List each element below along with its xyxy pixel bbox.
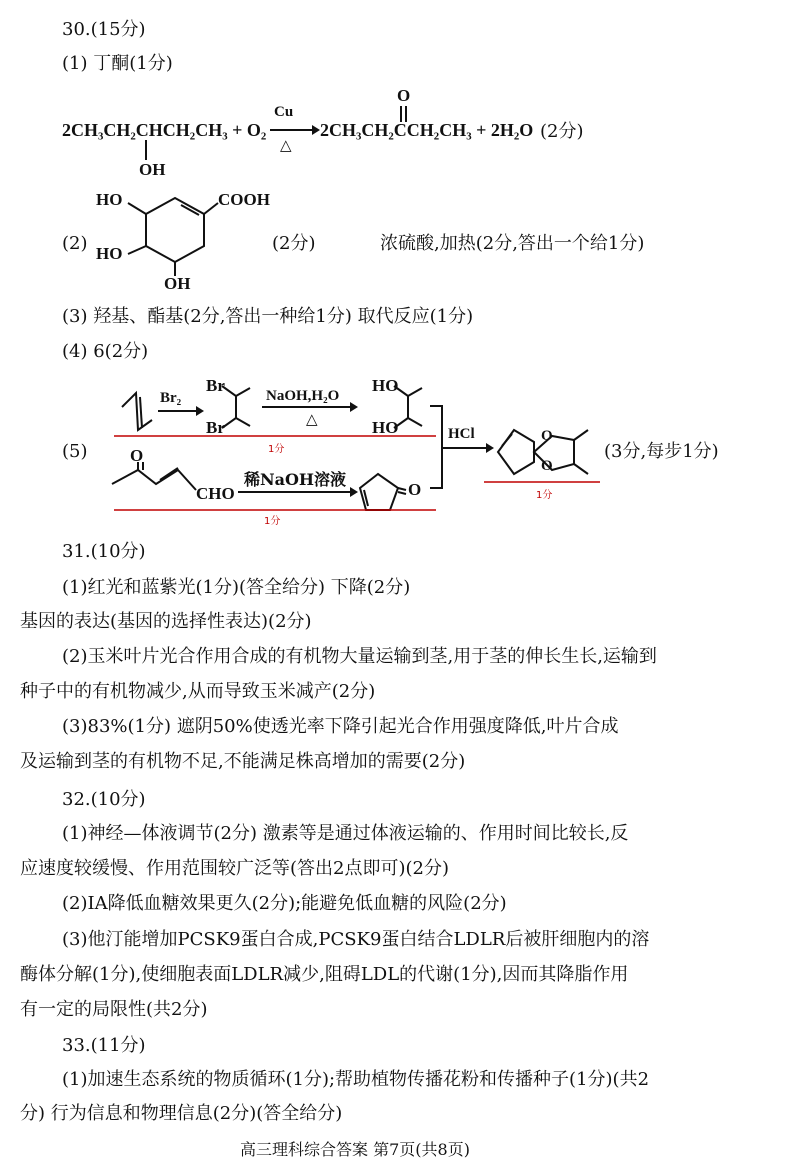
step-mark-2: 1分 [264, 516, 281, 527]
q30-part2-label: (2) [62, 233, 88, 254]
enone-cho: CHO [196, 484, 235, 503]
cyclopentadienone [360, 474, 398, 510]
eq-lhs-oh: OH [139, 160, 166, 179]
product-cyclopentadiene [498, 430, 534, 474]
q32-title: 32.(10分) [62, 789, 146, 810]
q31-line1: (1)红光和蓝紫光(1分)(答全给分) 下降(2分) [62, 577, 411, 598]
reagent-naoh-water: NaOH,H₂O [266, 388, 340, 404]
eq-score: (2分) [540, 121, 584, 142]
product-dioxolane [534, 436, 574, 470]
q32-line5: 酶体分解(1分),使细胞表面LDLR减少,阻碍LDL的代谢(1分),因而其降脂作用 [20, 964, 629, 985]
reagent-dilute-naoh: 稀NaOH溶液 [244, 470, 347, 489]
ring-cyclohexene [146, 198, 204, 262]
sub-oh: OH [164, 274, 191, 293]
sub-cooh: COOH [218, 190, 270, 209]
reagent-heat: △ [306, 412, 318, 428]
br-bottom: Br [206, 418, 225, 437]
page-footer: 高三理科综合答案 第7页(共8页) [240, 1140, 470, 1159]
ho-bottom: HO [372, 418, 399, 437]
q31-line5: (3)83%(1分) 遮阴50%使透光率下降引起光合作用强度降低,叶片合成 [62, 716, 619, 737]
q31-line3: (2)玉米叶片光合作用合成的有机物大量运输到茎,用于茎的伸长生长,运输到 [62, 646, 657, 667]
bond-ho-top [128, 203, 146, 214]
q30-part3: (3) 羟基、酯基(2分,答出一种给1分) 取代反应(1分) [62, 306, 474, 327]
br-top: Br [206, 376, 225, 395]
q31-title: 31.(10分) [62, 541, 146, 562]
q30-part5-score: (3分,每步1分) [604, 441, 719, 462]
q31-line4: 种子中的有机物减少,从而导致玉米减产(2分) [20, 681, 376, 702]
q30-part4: (4) 6(2分) [62, 341, 149, 362]
merge-bracket [430, 406, 442, 488]
bond-cooh [204, 203, 218, 214]
dibromide [222, 386, 236, 428]
eq-heat: △ [280, 138, 292, 154]
eq-rhs: 2CH₃CH₂CCH₂CH₃ + 2H₂O [320, 120, 534, 140]
reagent-hcl: HCl [448, 426, 475, 442]
q30-part5-label: (5) [62, 441, 88, 462]
enone-chain [112, 470, 196, 490]
q33-line2: 分) 行为信息和物理信息(2分)(答全给分) [20, 1103, 343, 1124]
q32-line4: (3)他汀能增加PCSK9蛋白合成,PCSK9蛋白结合LDLR后被肝细胞内的溶 [62, 929, 650, 950]
q32-line2: 应速度较缓慢、作用范围较广泛等(答出2点即可)(2分) [20, 858, 449, 879]
bond-ho-bottom [128, 246, 146, 254]
sub-ho-bottom: HO [96, 244, 123, 263]
ho-top: HO [372, 376, 399, 395]
butene [122, 393, 152, 430]
q31-line6: 及运输到茎的有机物不足,不能满足株高增加的需要(2分) [20, 751, 466, 772]
step-mark-3: 1分 [536, 490, 553, 501]
q33-title: 33.(11分) [62, 1035, 146, 1056]
q31-line2: 基因的表达(基因的选择性表达)(2分) [20, 611, 312, 632]
sub-ho-top: HO [96, 190, 123, 209]
ketal-o-bottom: O [541, 458, 553, 474]
eq-catalyst: Cu [274, 104, 294, 120]
enone-o: O [130, 446, 144, 465]
q32-line1: (1)神经—体液调节(2分) 激素等是通过体液运输的、作用时间比较长,反 [62, 823, 629, 844]
q30-part2-score: (2分) [272, 233, 316, 254]
q32-line6: 有一定的局限性(共2分) [20, 999, 208, 1020]
q30-part2-condition: 浓硫酸,加热(2分,答出一个给1分) [380, 233, 645, 254]
q30-title: 30.(15分) [62, 19, 146, 40]
diol-bond-a [394, 386, 408, 396]
eq-rhs-o: O [397, 86, 411, 105]
step-mark-1: 1分 [268, 444, 285, 455]
cyclopentadienone-o: O [408, 480, 422, 499]
eq-lhs: 2CH₃CH₂CHCH₂CH₃ + O₂ [62, 120, 267, 140]
ketal-o-top: O [541, 428, 553, 444]
q30-part1: (1) 丁酮(1分) [62, 53, 173, 74]
reagent-br2: Br₂ [160, 390, 182, 406]
q32-line3: (2)IA降低血糖效果更久(2分);能避免低血糖的风险(2分) [62, 893, 507, 914]
q33-line1: (1)加速生态系统的物质循环(1分);帮助植物传播花粉和传播种子(1分)(共2 [62, 1069, 650, 1090]
